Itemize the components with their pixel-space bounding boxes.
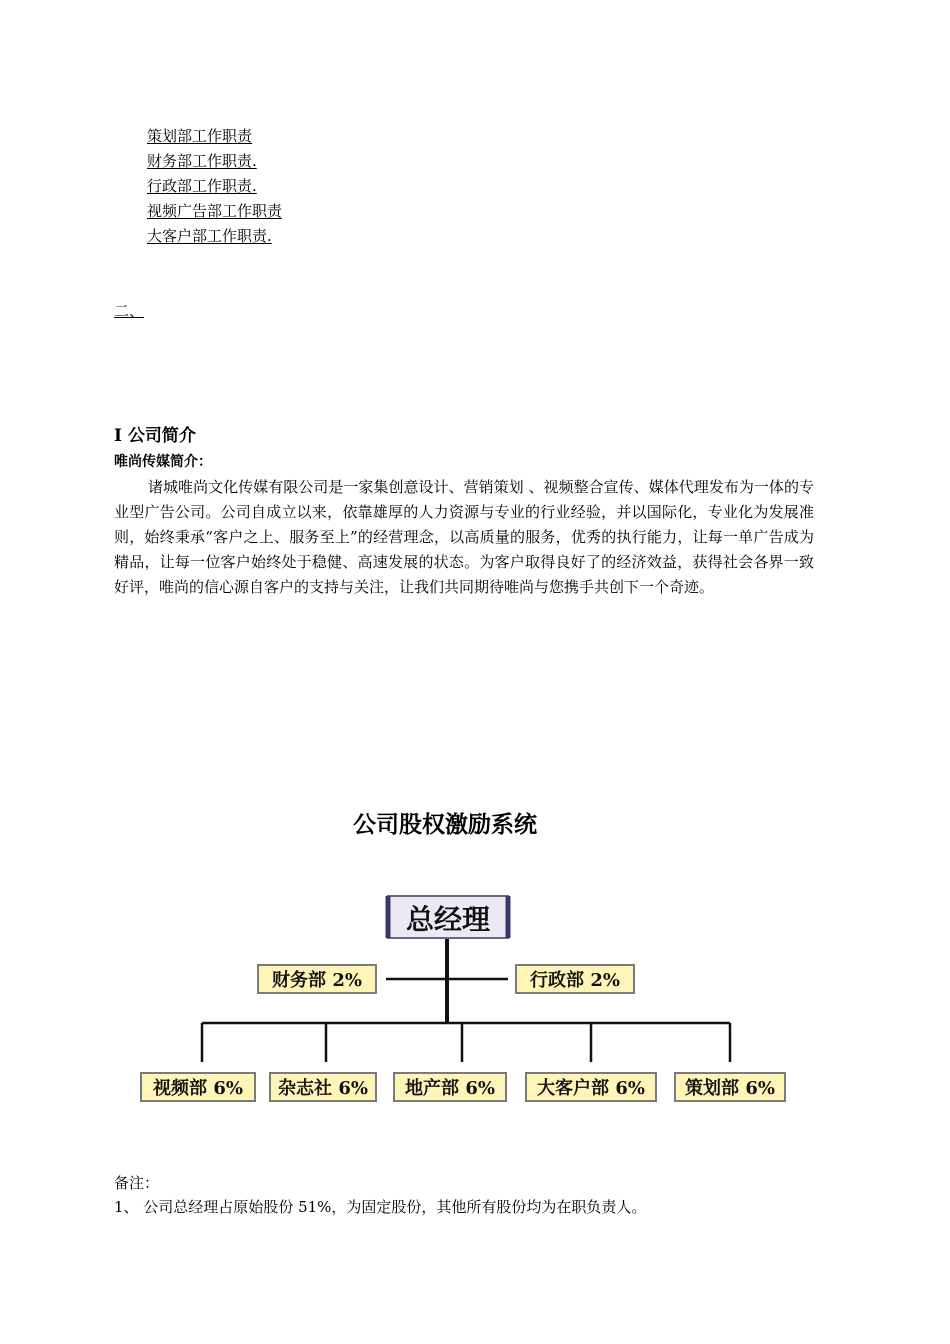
section-heading: I 公司简介 <box>114 426 196 446</box>
key-account-dept-label: 大客户部 6% <box>537 1078 645 1099</box>
video-dept-label: 视频部 6% <box>153 1078 243 1099</box>
admin-dept-label: 行政部 2% <box>530 970 620 991</box>
general-manager-label: 总经理 <box>405 903 491 936</box>
real-estate-dept-label: 地产部 6% <box>405 1078 495 1099</box>
magazine-dept-label: 杂志社 6% <box>278 1078 368 1099</box>
key-account-dept-box <box>526 1073 656 1101</box>
toc-link-planning[interactable]: 策划部工作职责 <box>147 127 253 145</box>
magazine-dept-box <box>270 1073 376 1101</box>
admin-dept-box <box>516 965 634 993</box>
notes-label: 备注： <box>114 1174 160 1192</box>
toc-link-finance[interactable]: 财务部工作职责. <box>147 152 257 170</box>
section-two-link[interactable]: 二、 <box>114 302 145 320</box>
sub-heading: 唯尚传媒简介： <box>114 454 212 470</box>
note-item: 1、 公司总经理占原始股份 51%，为固定股份，其他所有股份均为在职负责人。 <box>114 1198 647 1216</box>
org-chart-title: 公司股权激励系统 <box>353 812 537 838</box>
finance-dept-box <box>258 965 376 993</box>
company-intro-paragraph: 诸城唯尚文化传媒有限公司是一家集创意设计、营销策划 、视频整合宣传、媒体代理发布为一体的专业型广告公司。公司自成立以来，依靠雄厚的人力资源与专业的行业经验，并以国际化，专业化为发展准则，始终秉承“客户之上、服务至上”的经营理念，以高质量的服务，优秀的执行能力，让每一单广告成为精品，让每一位客户始终处于稳健、高速发展的状态。为客户取得良好了的经济效益，获得社会各界一致好评，唯尚的信心源自客户的支持与关注，让我们共同期待唯尚与您携手共创下一个奇迹。 <box>114 478 814 596</box>
planning-dept-box <box>675 1073 785 1101</box>
toc-link-key-accounts[interactable]: 大客户部工作职责. <box>147 227 272 245</box>
planning-dept-label: 策划部 6% <box>685 1078 775 1099</box>
general-manager-box <box>388 896 508 938</box>
toc-link-video-ads[interactable]: 视频广告部工作职责 <box>147 202 283 220</box>
finance-dept-label: 财务部 2% <box>272 970 362 991</box>
real-estate-dept-box <box>394 1073 506 1101</box>
video-dept-box <box>141 1073 255 1101</box>
toc-link-admin[interactable]: 行政部工作职责. <box>147 177 257 195</box>
